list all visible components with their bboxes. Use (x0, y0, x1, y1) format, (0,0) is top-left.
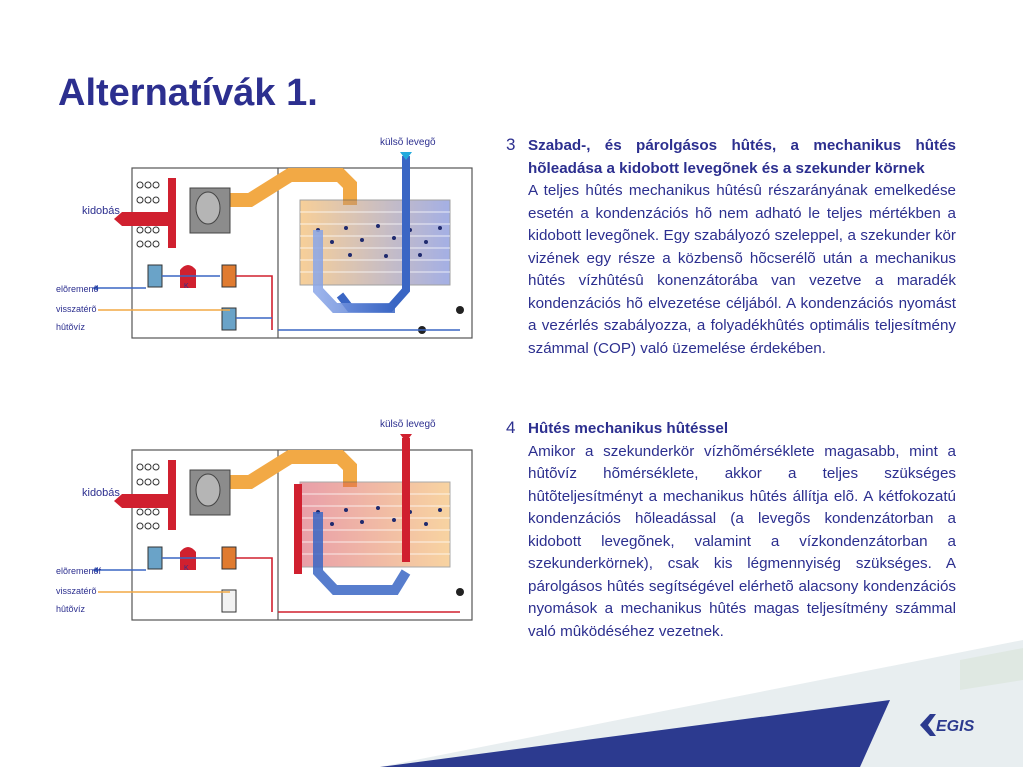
section-body: A teljes hûtés mechanikus hûtésû részarányának emelkedése esetén a kondenzációs hõ nem adható le teljes mértékben a kidobott levegõnek. Egy szabályozó szeleppel, a szekunder kör vizének egy része a közbensõ hõcserélõ után a mechanikus hûtés vízhûtésû konenzátorába van vezetve a maradék kondenzációs hõ elvezetése céljából. A kondenzációs nyomást a vezérlés szabályozza, a folyadékhûtés optimális teljesítmény számmal (COP) való üzemelése érdekében. (528, 182, 956, 357)
section-body: Amikor a szekunderkör vízhõmérséklete magasabb, mint a hûtõvíz hõmérséklete, akkor a teljes szükséges hûtõteljesítményt a mechanikus hûtés állítja elõ. A kétfokozatú kondenzációs hõleadással (a levegõs kondenzátorban a kidobott levegõnek, valamint a vízkondenzátorban a szekunderkörnek), csak kis légmennyiség szükséges. A párolgásos hûtés segítségével elérhetõ alacsony kondenzációs nyomások a mechanikus hûtés magas teljesítmény számmal való mûködéséhez vezetnek. (528, 442, 956, 640)
exhaust-label: kidobás (82, 205, 120, 217)
supply-label: elõremenõ (56, 284, 99, 294)
section-content (528, 418, 956, 643)
outside-air-label: külsõ levegõ (380, 419, 436, 430)
logo-text: EGIS (936, 718, 975, 735)
supply-label: elõremenõf (56, 566, 102, 576)
compressor-label: K (184, 283, 189, 290)
cooling-water-label: hûtõvíz (56, 322, 86, 332)
egis-logo (918, 712, 998, 738)
compressor-label: K (184, 565, 189, 572)
section-title: Szabad-, és párolgásos hûtés, a mechanikus hûtés hõleadása a kidobott levegõnek és a szekunder körnek (528, 137, 956, 177)
section-number: 3 (506, 135, 516, 154)
return-label: visszatérõ (56, 304, 97, 314)
section-title: Hûtés mechanikus hûtéssel (528, 420, 729, 437)
section-number: 4 (506, 418, 516, 437)
diagram-free-evaporative-cooling (50, 130, 490, 360)
page-title: Alternatívák 1. (58, 72, 318, 114)
footer-decoration (0, 640, 1023, 767)
section-content (528, 135, 956, 360)
diagram-mechanical-cooling (50, 412, 490, 642)
outside-air-label: külsõ levegõ (380, 137, 436, 148)
cooling-water-label: hûtõvíz (56, 604, 86, 614)
exhaust-duct (122, 212, 170, 226)
exhaust-label: kidobás (82, 487, 120, 499)
return-label: visszatérõ (56, 586, 97, 596)
exhaust-duct (122, 494, 170, 508)
